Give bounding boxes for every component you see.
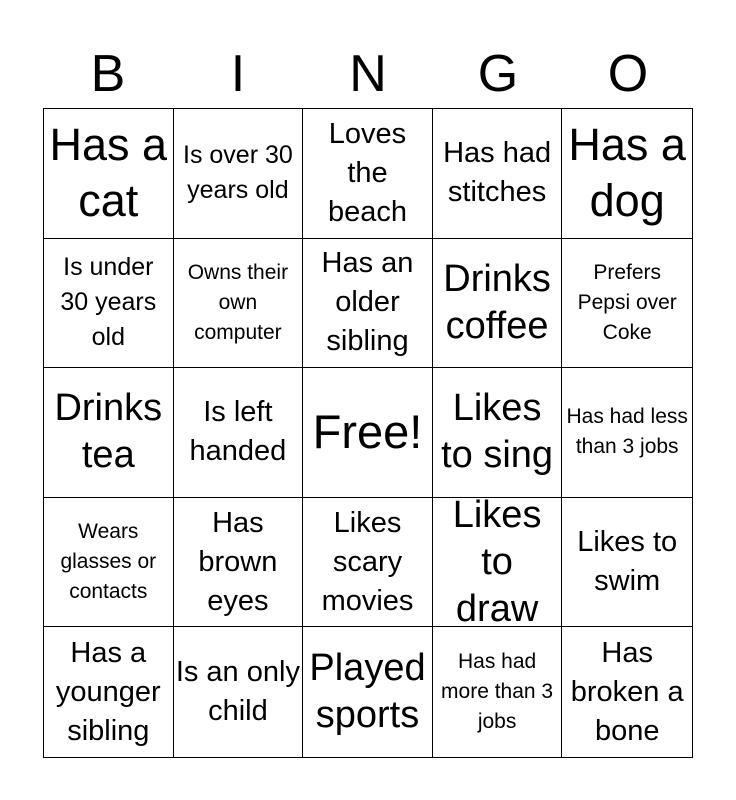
cell-label: Is left handed xyxy=(189,396,287,468)
cell-label: Played sports xyxy=(309,647,426,737)
bingo-cell[interactable] xyxy=(174,627,304,757)
bingo-header xyxy=(43,40,693,108)
bingo-cell[interactable] xyxy=(562,498,692,628)
cell-label: Prefers Pepsi over Coke xyxy=(577,260,677,344)
bingo-cell[interactable] xyxy=(433,368,563,498)
bingo-cell[interactable] xyxy=(562,368,692,498)
header-letter-i: I xyxy=(230,45,246,103)
bingo-cell[interactable] xyxy=(562,109,692,239)
bingo-cell[interactable] xyxy=(44,498,174,628)
bingo-cell[interactable] xyxy=(562,239,692,369)
header-letter-g: G xyxy=(477,45,519,103)
cell-label: Drinks coffee xyxy=(443,257,551,347)
header-letter-n: N xyxy=(349,45,387,103)
bingo-cell[interactable] xyxy=(303,498,433,628)
bingo-cell[interactable] xyxy=(433,239,563,369)
bingo-cell[interactable] xyxy=(174,239,304,369)
cell-label: Has a dog xyxy=(568,119,686,227)
cell-label: Likes to sing xyxy=(441,387,554,477)
cell-label: Is over 30 years old xyxy=(183,141,293,205)
bingo-cell[interactable] xyxy=(174,368,304,498)
cell-label: Is under 30 years old xyxy=(60,253,157,352)
cell-label: Has had stitches xyxy=(443,137,552,209)
cell-label: Has brown eyes xyxy=(198,506,278,617)
cell-label: Has had less than 3 jobs xyxy=(566,405,688,459)
cell-label: Free! xyxy=(312,405,423,459)
bingo-cell[interactable] xyxy=(174,109,304,239)
bingo-cell[interactable] xyxy=(433,498,563,628)
cell-label: Owns their own computer xyxy=(187,260,289,344)
bingo-cell[interactable] xyxy=(303,239,433,369)
header-letter-b: B xyxy=(90,45,126,103)
cell-label: Loves the beach xyxy=(327,117,407,228)
bingo-board xyxy=(43,108,693,758)
bingo-cell[interactable] xyxy=(44,239,174,369)
bingo-cell[interactable] xyxy=(562,627,692,757)
bingo-cell[interactable] xyxy=(174,498,304,628)
cell-label: Likes to draw xyxy=(452,497,542,628)
cell-label: Drinks tea xyxy=(54,387,163,477)
cell-label: Wears glasses or contacts xyxy=(60,520,157,604)
cell-label: Likes scary movies xyxy=(321,506,414,617)
bingo-cell[interactable] xyxy=(44,627,174,757)
cell-label: Has a younger sibling xyxy=(55,636,161,747)
bingo-cell[interactable] xyxy=(44,368,174,498)
cell-label: Likes to swim xyxy=(577,526,678,598)
cell-label: Has broken a bone xyxy=(570,636,684,747)
bingo-cell[interactable] xyxy=(433,109,563,239)
cell-label: Has an older sibling xyxy=(321,247,414,358)
bingo-cell[interactable] xyxy=(433,627,563,757)
bingo-cell[interactable] xyxy=(44,109,174,239)
cell-label: Has had more than 3 jobs xyxy=(441,650,554,734)
cell-label: Has a cat xyxy=(49,119,168,227)
bingo-cell[interactable] xyxy=(303,627,433,757)
header-letter-o: O xyxy=(607,45,649,103)
bingo-cell-free[interactable] xyxy=(303,368,433,498)
cell-label: Is an only child xyxy=(175,656,300,728)
bingo-cell[interactable] xyxy=(303,109,433,239)
